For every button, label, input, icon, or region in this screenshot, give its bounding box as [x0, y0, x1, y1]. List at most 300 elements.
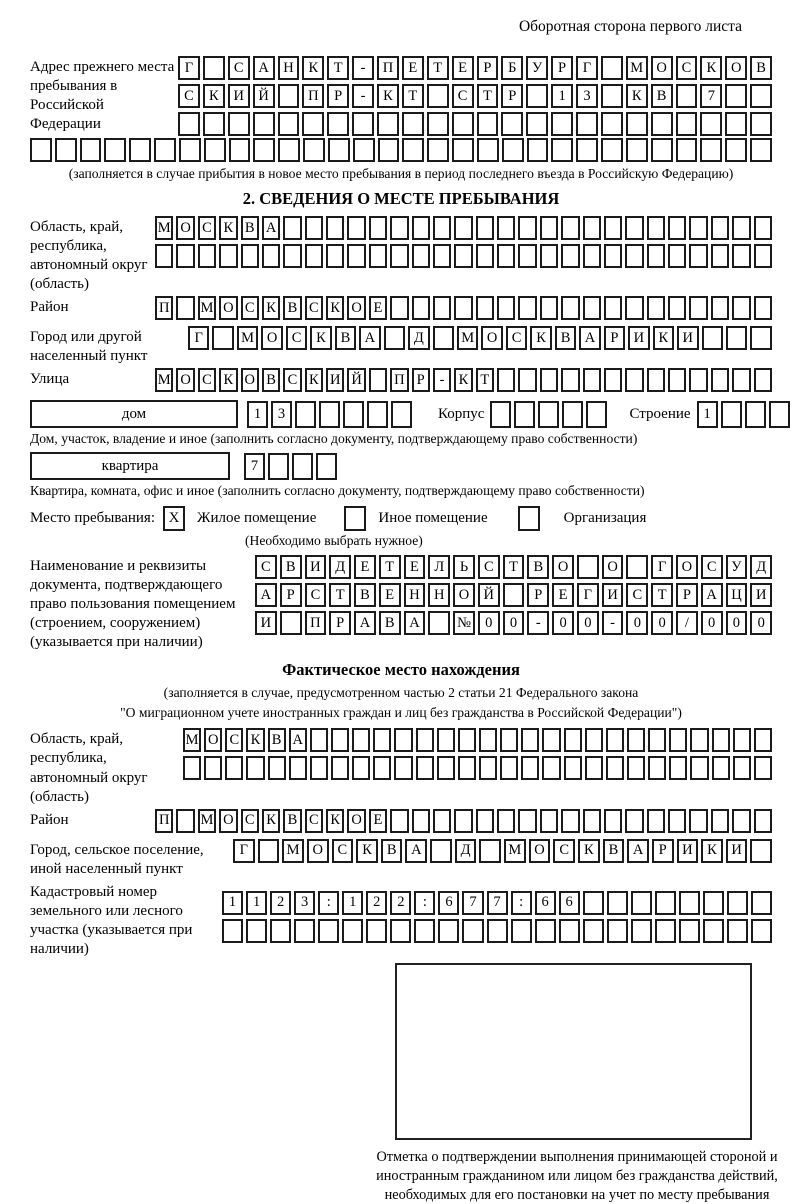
form-cell: П — [155, 296, 173, 320]
form-cell — [331, 728, 349, 752]
form-cell: Н — [404, 583, 426, 607]
district-label: Район — [30, 299, 69, 316]
prev-address-row-1 — [178, 56, 772, 80]
form-cell: В — [283, 296, 301, 320]
form-cell — [668, 296, 686, 320]
form-cell: О — [529, 839, 551, 863]
form-cell — [228, 112, 250, 136]
form-cell — [454, 809, 472, 833]
form-cell: В — [379, 611, 401, 635]
form-cell: К — [326, 296, 344, 320]
form-cell — [551, 138, 573, 162]
form-cell — [278, 138, 300, 162]
form-cell: Р — [676, 583, 698, 607]
form-cell — [751, 919, 772, 943]
form-cell — [353, 138, 375, 162]
factual-district-label: Район — [30, 811, 69, 828]
form-cell: В — [241, 216, 259, 240]
form-cell — [328, 138, 350, 162]
form-cell: Е — [369, 809, 387, 833]
form-cell — [604, 244, 622, 268]
form-cell: 0 — [701, 611, 723, 635]
form-cell: С — [506, 326, 527, 350]
form-cell — [477, 112, 499, 136]
form-cell: Р — [412, 368, 430, 392]
form-cell: Б — [501, 56, 523, 80]
form-cell — [497, 368, 515, 392]
form-cell: Д — [455, 839, 477, 863]
form-cell — [268, 756, 286, 780]
form-cell: О — [241, 368, 259, 392]
form-cell: Т — [651, 583, 673, 607]
form-cell: Д — [408, 326, 429, 350]
form-cell: К — [262, 296, 280, 320]
form-cell: - — [433, 368, 451, 392]
form-cell — [625, 809, 643, 833]
form-cell: С — [241, 296, 259, 320]
form-cell — [433, 216, 451, 240]
form-cell: И — [255, 611, 277, 635]
form-cell: 7 — [487, 891, 508, 915]
form-cell: К — [219, 368, 237, 392]
form-cell — [732, 368, 750, 392]
stay-type-option-other: Иное помещение — [378, 510, 488, 527]
prev-address-row-3 — [178, 112, 772, 136]
form-cell: А — [405, 839, 427, 863]
form-cell — [352, 756, 370, 780]
form-cell: 0 — [552, 611, 574, 635]
confirmation-stamp-note: Отметка о подтверждении выполнения принимающей стороной и иностранным гражданином или лицом без гражданства действий, необходимых для его постановки на учет по месту пребывания — [376, 1148, 778, 1203]
form-cell: О — [176, 368, 194, 392]
form-cell: В — [651, 84, 673, 108]
form-cell — [607, 891, 628, 915]
cadastre-block — [30, 881, 772, 959]
form-cell — [676, 138, 698, 162]
form-cell — [384, 326, 405, 350]
form-cell — [689, 809, 707, 833]
form-cell: Ь — [453, 555, 475, 579]
form-cell: У — [726, 555, 748, 579]
form-cell — [518, 216, 536, 240]
form-cell — [601, 84, 623, 108]
form-cell — [283, 244, 301, 268]
form-cell — [750, 839, 772, 863]
form-cell — [689, 244, 707, 268]
form-cell: Е — [402, 56, 424, 80]
stroenie-row — [697, 401, 790, 428]
factual-district-row — [155, 809, 772, 833]
form-cell — [627, 756, 645, 780]
form-cell: М — [504, 839, 526, 863]
factual-city-block — [30, 839, 772, 879]
form-cell: О — [347, 296, 365, 320]
form-cell: С — [676, 56, 698, 80]
form-cell: М — [183, 728, 201, 752]
form-cell — [378, 138, 400, 162]
form-cell — [647, 244, 665, 268]
form-cell — [433, 296, 451, 320]
form-cell — [416, 728, 434, 752]
document-row-2 — [255, 583, 772, 607]
form-cell — [479, 839, 501, 863]
section2-title: 2. СВЕДЕНИЯ О МЕСТЕ ПРЕБЫВАНИЯ — [242, 188, 560, 208]
form-cell: С — [286, 326, 307, 350]
form-cell: С — [305, 296, 323, 320]
form-cell: О — [651, 56, 673, 80]
form-cell — [490, 401, 511, 428]
form-cell: О — [676, 555, 698, 579]
region-row-1 — [155, 216, 772, 240]
form-cell — [754, 756, 772, 780]
form-cell: С — [241, 809, 259, 833]
form-cell: А — [627, 839, 649, 863]
region-label: Область, край, республика, автономный округ (область) — [30, 218, 148, 293]
form-cell — [316, 453, 337, 480]
form-cell — [278, 112, 300, 136]
region-row-2 — [155, 244, 772, 268]
checkbox-other-premises — [344, 506, 366, 531]
document-grids — [255, 555, 772, 635]
form-cell: Р — [527, 583, 549, 607]
form-cell — [540, 296, 558, 320]
form-cell — [511, 919, 532, 943]
form-cell — [278, 84, 300, 108]
form-cell — [606, 728, 624, 752]
form-cell: А — [359, 326, 380, 350]
form-cell — [669, 728, 687, 752]
form-cell: В — [527, 555, 549, 579]
form-cell — [647, 368, 665, 392]
form-cell: С — [701, 555, 723, 579]
stroenie-label: Строение — [629, 405, 691, 422]
form-cell — [540, 809, 558, 833]
checkbox-organization — [518, 506, 540, 531]
form-cell — [479, 756, 497, 780]
form-cell — [625, 296, 643, 320]
form-cell — [305, 216, 323, 240]
factual-district-block — [30, 809, 772, 837]
form-cell: 1 — [222, 891, 243, 915]
form-cell: В — [354, 583, 376, 607]
form-cell — [203, 112, 225, 136]
form-cell — [225, 756, 243, 780]
form-cell — [462, 919, 483, 943]
form-cell — [727, 919, 748, 943]
form-cell — [454, 244, 472, 268]
apartment-number-row — [244, 453, 337, 480]
form-cell — [689, 296, 707, 320]
form-cell: И — [326, 368, 344, 392]
form-cell: : — [318, 891, 339, 915]
form-cell — [183, 756, 201, 780]
form-cell — [476, 244, 494, 268]
form-cell — [514, 401, 535, 428]
form-cell: М — [237, 326, 258, 350]
form-cell: К — [530, 326, 551, 350]
form-cell: Т — [503, 555, 525, 579]
form-cell — [327, 112, 349, 136]
form-cell — [676, 84, 698, 108]
form-cell: 2 — [366, 891, 387, 915]
district-block — [30, 296, 772, 324]
form-cell — [601, 56, 623, 80]
form-cell — [497, 216, 515, 240]
form-cell — [625, 216, 643, 240]
form-cell: Р — [329, 611, 351, 635]
form-cell — [369, 216, 387, 240]
form-cell — [540, 216, 558, 240]
form-cell: О — [602, 555, 624, 579]
document-label: Наименование и реквизиты документа, подтверждающего право пользования помещением (строением, сооружением) (указывается при наличии) — [30, 558, 236, 651]
form-cell — [283, 216, 301, 240]
form-cell: О — [347, 809, 365, 833]
form-cell: Е — [552, 583, 574, 607]
form-cell — [302, 112, 324, 136]
house-block — [30, 400, 772, 428]
form-cell — [725, 112, 747, 136]
form-cell — [241, 244, 259, 268]
form-cell: О — [453, 583, 475, 607]
form-cell: 0 — [503, 611, 525, 635]
form-cell — [526, 112, 548, 136]
form-cell: 1 — [551, 84, 573, 108]
factual-region-label: Область, край, республика, автономный округ (область) — [30, 731, 148, 805]
form-cell — [583, 919, 604, 943]
form-cell: И — [677, 326, 698, 350]
form-cell — [700, 138, 722, 162]
form-cell — [502, 138, 524, 162]
form-cell: И — [602, 583, 624, 607]
form-cell: М — [155, 216, 173, 240]
form-cell — [668, 809, 686, 833]
form-cell — [129, 138, 151, 162]
factual-note-1: (заполняется в случае, предусмотренном частью 2 статьи 21 Федерального закона — [163, 685, 639, 701]
form-cell — [601, 112, 623, 136]
form-cell: О — [725, 56, 747, 80]
prev-address-label: Адрес прежнего места пребывания в Российской Федерации — [30, 59, 175, 133]
form-cell: № — [453, 611, 475, 635]
form-cell — [390, 809, 408, 833]
form-cell — [576, 138, 598, 162]
form-cell — [518, 296, 536, 320]
form-cell — [262, 244, 280, 268]
form-cell — [576, 112, 598, 136]
form-cell — [373, 728, 391, 752]
form-cell — [501, 112, 523, 136]
form-cell — [583, 891, 604, 915]
form-cell — [626, 138, 648, 162]
form-cell — [497, 296, 515, 320]
form-cell — [270, 919, 291, 943]
form-cell: О — [261, 326, 282, 350]
form-cell — [369, 244, 387, 268]
form-cell: О — [204, 728, 222, 752]
form-cell — [561, 296, 579, 320]
form-cell — [390, 216, 408, 240]
form-cell — [394, 756, 412, 780]
form-cell — [690, 728, 708, 752]
form-cell: И — [750, 583, 772, 607]
cadastre-grids — [222, 881, 772, 943]
form-cell: М — [282, 839, 304, 863]
form-cell — [352, 112, 374, 136]
form-cell — [711, 296, 729, 320]
form-cell — [454, 296, 472, 320]
form-cell: 1 — [246, 891, 267, 915]
form-cell: 2 — [270, 891, 291, 915]
cadastre-row-2 — [222, 919, 772, 943]
form-cell — [648, 756, 666, 780]
form-cell — [651, 112, 673, 136]
factual-region-block — [30, 728, 772, 806]
form-cell: Е — [404, 555, 426, 579]
form-cell — [352, 728, 370, 752]
form-cell — [154, 138, 176, 162]
form-cell — [280, 611, 302, 635]
form-cell — [727, 891, 748, 915]
form-cell — [303, 138, 325, 162]
form-cell: С — [283, 368, 301, 392]
form-cell — [295, 401, 316, 428]
form-cell — [679, 919, 700, 943]
form-cell — [726, 326, 747, 350]
form-cell: П — [390, 368, 408, 392]
stay-type-label: Место пребывания: — [30, 510, 155, 527]
form-cell — [561, 244, 579, 268]
checkbox-residential: X — [163, 506, 185, 531]
form-cell — [343, 401, 364, 428]
form-cell: 1 — [247, 401, 268, 428]
form-cell: М — [626, 56, 648, 80]
form-cell — [394, 728, 412, 752]
form-cell — [604, 216, 622, 240]
form-cell — [104, 138, 126, 162]
form-cell: Е — [354, 555, 376, 579]
form-cell: С — [225, 728, 243, 752]
form-cell: К — [246, 728, 264, 752]
form-cell: - — [527, 611, 549, 635]
form-cell: Г — [576, 56, 598, 80]
form-cell — [542, 728, 560, 752]
form-cell: - — [352, 56, 374, 80]
form-cell: Ц — [726, 583, 748, 607]
form-cell: В — [283, 809, 301, 833]
region-block — [30, 216, 772, 294]
form-cell — [750, 138, 772, 162]
form-cell — [651, 138, 673, 162]
form-cell — [319, 401, 340, 428]
stay-type-option-organization: Организация — [563, 510, 647, 527]
form-cell — [538, 401, 559, 428]
form-cell: Т — [402, 84, 424, 108]
form-cell: 0 — [478, 611, 500, 635]
form-cell — [412, 216, 430, 240]
form-cell — [369, 368, 387, 392]
form-cell — [754, 368, 772, 392]
form-cell — [176, 809, 194, 833]
form-cell: С — [198, 216, 216, 240]
form-cell — [721, 401, 742, 428]
form-cell: Н — [278, 56, 300, 80]
form-cell — [668, 216, 686, 240]
form-cell — [626, 555, 648, 579]
form-cell: К — [305, 368, 323, 392]
form-cell — [428, 611, 450, 635]
form-cell — [631, 891, 652, 915]
street-row — [155, 368, 772, 392]
form-cell — [433, 326, 454, 350]
form-cell: 6 — [438, 891, 459, 915]
apartment-note: Квартира, комната, офис и иное (заполнить согласно документу, подтверждающему право собственности) — [30, 483, 645, 499]
form-cell: Т — [476, 368, 494, 392]
factual-city-row — [233, 839, 772, 863]
form-cell — [676, 112, 698, 136]
form-cell — [700, 112, 722, 136]
form-cell — [725, 138, 747, 162]
form-cell — [625, 244, 643, 268]
form-cell — [476, 296, 494, 320]
form-cell — [712, 756, 730, 780]
form-cell: П — [155, 809, 173, 833]
house-note: Дом, участок, владение и иное (заполнить согласно документу, подтверждающему право собственности) — [30, 431, 638, 447]
form-cell: И — [726, 839, 748, 863]
form-cell — [518, 809, 536, 833]
form-cell: М — [457, 326, 478, 350]
form-cell: М — [198, 809, 216, 833]
form-cell: И — [677, 839, 699, 863]
form-cell — [733, 728, 751, 752]
form-cell — [648, 728, 666, 752]
form-cell: К — [653, 326, 674, 350]
form-cell — [326, 244, 344, 268]
stay-type-row — [30, 506, 772, 531]
form-cell: К — [578, 839, 600, 863]
form-cell — [604, 296, 622, 320]
form-cell: Т — [379, 555, 401, 579]
form-cell — [732, 216, 750, 240]
form-cell: Д — [329, 555, 351, 579]
form-cell — [289, 756, 307, 780]
form-cell — [203, 56, 225, 80]
form-cell — [476, 216, 494, 240]
form-cell — [626, 112, 648, 136]
prev-address-row-2 — [178, 84, 772, 108]
factual-title: Фактическое место нахождения — [282, 660, 520, 680]
form-cell: О — [481, 326, 502, 350]
korpus-row — [490, 401, 607, 428]
form-cell: : — [414, 891, 435, 915]
form-cell: 3 — [576, 84, 598, 108]
form-cell: Р — [652, 839, 674, 863]
factual-region-row-1 — [183, 728, 772, 752]
form-cell — [754, 728, 772, 752]
prev-address-grids — [178, 56, 772, 136]
form-cell — [176, 296, 194, 320]
form-cell — [703, 891, 724, 915]
form-cell: С — [228, 56, 250, 80]
form-cell — [526, 84, 548, 108]
house-field-box: дом — [30, 400, 238, 428]
city-label: Город или другой населенный пункт — [30, 329, 148, 365]
form-cell — [500, 728, 518, 752]
form-cell: И — [228, 84, 250, 108]
form-cell: Т — [427, 56, 449, 80]
form-cell — [540, 244, 558, 268]
form-cell — [712, 728, 730, 752]
form-cell: А — [289, 728, 307, 752]
form-cell — [155, 244, 173, 268]
form-cell — [604, 809, 622, 833]
